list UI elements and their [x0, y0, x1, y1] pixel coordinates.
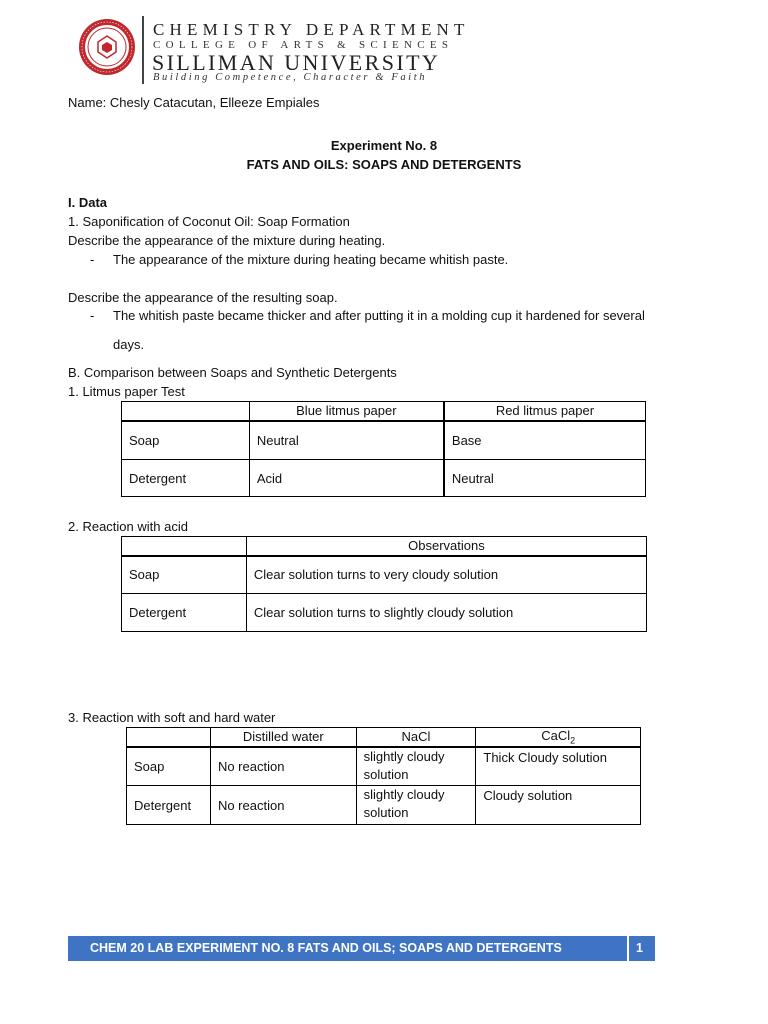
university-name: SILLIMAN UNIVERSITY — [152, 50, 441, 75]
litmus-test-title: 1. Litmus paper Test — [68, 384, 185, 399]
footer-title: CHEM 20 LAB EXPERIMENT NO. 8 FATS AND OILS; SOAPS AND DETERGENTS — [90, 941, 562, 955]
table-header-cell: NaCl — [356, 728, 476, 747]
litmus-table — [121, 401, 646, 497]
table-row — [122, 421, 646, 460]
cell-line: slightly cloudy — [363, 787, 445, 803]
table-cell: Soap — [122, 556, 247, 594]
acid-reaction-title: 2. Reaction with acid — [68, 519, 188, 534]
table-row — [122, 556, 647, 594]
cacl-label: CaCl — [541, 728, 571, 743]
table-cell: Detergent — [127, 786, 211, 825]
cell-line: solution — [363, 805, 409, 821]
question-heating: Describe the appearance of the mixture during heating. — [68, 233, 386, 248]
table-row — [122, 460, 646, 497]
acid-table — [121, 536, 647, 632]
table-cell: No reaction — [210, 747, 356, 786]
subheading-saponification: 1. Saponification of Coconut Oil: Soap Formation — [68, 214, 350, 229]
cacl-subscript: 2 — [570, 735, 576, 746]
table-row — [127, 786, 641, 825]
table-cell: Neutral — [249, 421, 444, 460]
table-cell: No reaction — [210, 786, 356, 825]
question-soap: Describe the appearance of the resulting soap. — [68, 290, 338, 305]
table-cell — [122, 537, 247, 556]
table-cell — [122, 402, 250, 421]
department-name: CHEMISTRY DEPARTMENT — [153, 20, 470, 39]
answer-heating: The appearance of the mixture during heating became whitish paste. — [113, 252, 509, 267]
section-heading-comparison: B. Comparison between Soaps and Synthetic Detergents — [68, 365, 397, 380]
header-divider — [142, 16, 144, 84]
cell-line: slightly cloudy — [363, 748, 445, 764]
cell-line: solution — [363, 766, 409, 782]
college-name: COLLEGE OF ARTS & SCIENCES — [153, 39, 454, 51]
university-motto: Building Competence, Character & Faith — [153, 72, 428, 83]
table-header-cell — [476, 728, 641, 747]
university-seal-icon — [78, 18, 136, 76]
section-heading-data: I. Data — [68, 195, 108, 210]
answer-soap-line-2: days. — [113, 337, 145, 352]
table-row — [127, 747, 641, 786]
table-header-row — [127, 728, 641, 747]
table-cell — [356, 786, 476, 825]
answer-soap-line-1: The whitish paste became thicker and after putting it in a molding cup it hardened for several — [113, 308, 645, 323]
page-number: 1 — [636, 941, 643, 955]
table-cell: Cloudy solution — [476, 786, 641, 825]
table-cell — [127, 728, 211, 747]
bullet-dash: - — [90, 252, 95, 267]
student-names: Name: Chesly Catacutan, Elleeze Empiales — [68, 95, 320, 110]
footer-divider — [627, 936, 629, 961]
table-cell — [356, 747, 476, 786]
bullet-dash: - — [90, 308, 95, 323]
table-cell: Detergent — [122, 460, 250, 497]
table-cell: Thick Cloudy solution — [476, 747, 641, 786]
table-header-cell: Red litmus paper — [444, 402, 646, 421]
table-cell: Soap — [127, 747, 211, 786]
table-cell: Soap — [122, 421, 250, 460]
water-table — [126, 727, 641, 825]
table-header-row — [122, 402, 646, 421]
table-cell: Base — [444, 421, 646, 460]
table-header-cell: Blue litmus paper — [249, 402, 444, 421]
table-cell: Neutral — [444, 460, 646, 497]
experiment-number: Experiment No. 8 — [330, 138, 438, 153]
table-header-row — [122, 537, 647, 556]
table-cell: Detergent — [122, 594, 247, 632]
table-row — [122, 594, 647, 632]
table-cell: Acid — [249, 460, 444, 497]
experiment-title: FATS AND OILS: SOAPS AND DETERGENTS — [246, 157, 522, 172]
table-header-cell: Distilled water — [210, 728, 356, 747]
water-reaction-title: 3. Reaction with soft and hard water — [68, 710, 276, 725]
table-header-cell: Observations — [246, 537, 646, 556]
table-cell: Clear solution turns to slightly cloudy solution — [246, 594, 646, 632]
table-cell: Clear solution turns to very cloudy solution — [246, 556, 646, 594]
